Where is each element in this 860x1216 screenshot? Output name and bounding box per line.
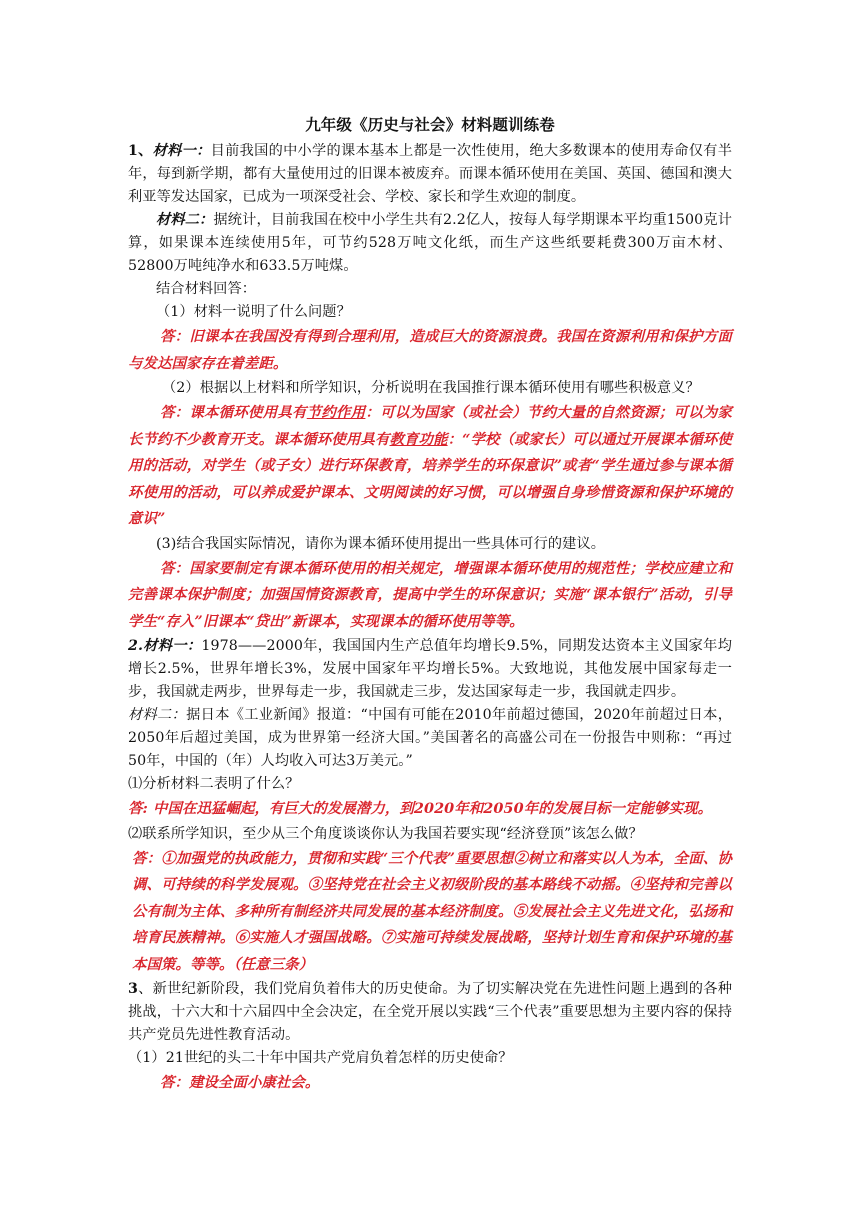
q1-answer-2 xyxy=(128,400,732,533)
q2-sub-question-2: ⑵联系所学知识，至少从三个角度谈谈你认为我国若要实现“经济登顶”该怎么做？ xyxy=(128,825,643,842)
q2-m1-label: 材料一： xyxy=(143,638,202,654)
q1-number: 1、 xyxy=(128,143,153,159)
q1-intro: 结合材料回答： xyxy=(156,281,257,297)
q1-sub-question-2: （2）根据以上材料和所学知识，分析说明在我国推行课本循环使用有哪些积极意义？ xyxy=(162,380,700,396)
q2-sub-question-1: ⑴分析材料二表明了什么？ xyxy=(128,776,300,792)
q3-number: 3 xyxy=(128,981,138,997)
q1-answer-3: 答：国家要制定有课本循环使用的相关规定，增强课本循环使用的规范性；学校应建立和完善课本保护制度；加强国情资源教育，提高中学生的环保意识；实施“课本银行”活动，引导学生“存入”旧课本“贷出”新课本，实现课本的循环使用等等。 xyxy=(128,559,732,630)
q2-m1-text: 1978——2000年，我国国内生产总值年均增长9.5%，同期发达资本主义国家年均增长2.5%，世界年增长3%，发展中国家年平均增长5%。大致地说，其他发展中国家每走一步，我国就走两步，世界每走一步，我国就走三步，发达国家每走一步，我国就走四步。 xyxy=(128,638,733,700)
q3-sub-question-1: （1）21世纪的头二十年中国共产党肩负着怎样的历史使命？ xyxy=(128,1050,513,1066)
q2-material-2 xyxy=(128,704,732,773)
q1-m2-label: 材料二： xyxy=(156,212,214,228)
q1-answer-1: 答：旧课本在我国没有得到合理利用，造成巨大的资源浪费。我国在资源利用和保护方面与发达国家存在着差距。 xyxy=(128,328,732,372)
q2-answer-1: 答: 中国在迅猛崛起，有巨大的发展潜力，到2020年和2050年的发展目标一定能够实现。 xyxy=(128,800,713,817)
document-page xyxy=(128,112,732,1097)
q2-material-1 xyxy=(128,635,732,704)
q1-ans2-part-b: ：可以为国家（或社会）节约大量的自然资源；可以为家长节约不少教育开支。课本循环使用具有 xyxy=(128,404,732,448)
q1-sub-question-1: （1）材料一说明了什么问题？ xyxy=(156,304,351,320)
q2-number: 2. xyxy=(128,638,144,654)
q3-stem xyxy=(128,978,732,1047)
q2-answer-2: 答：①加强党的执政能力，贯彻和实践“三个代表”重要思想②树立和落实以人为本，全面、协调、可持续的科学发展观。③坚持党在社会主义初级阶段的基本路线不动摇。④坚持和完善以公有制为主体、多种所有制经济共同发展的基本经济制度。⑤发展社会主义先进文化，弘扬和培育民族精神。⑥实施人才强国战略。⑦实施可持续发展战略，坚持计划生育和保护环境的基本国策。等等。（任意三条） xyxy=(132,849,732,973)
q1-material-2 xyxy=(128,209,732,278)
q1-m1-text: 目前我国的中小学的课本基本上都是一次性使用，绝大多数课本的使用寿命仅有半年，每到新学期，都有大量使用过的旧课本被废弃。而课本循环使用在美国、英国、德国和澳大利亚等发达国家，已成为一项深受社会、学校、家长和学生欢迎的制度。 xyxy=(128,143,732,205)
q1-m1-label: 材料一： xyxy=(152,143,211,159)
q3-text: 、新世纪新阶段，我们党肩负着伟大的历史使命。为了切实解决党在先进性问题上遇到的各种挑战，十六大和十六届四中全会决定，在全党开展以实践“三个代表”重要思想为主要内容的保持共产党员先进性教育活动。 xyxy=(128,981,732,1043)
q1-ans2-part-a: 答：课本循环使用具有 xyxy=(160,404,307,421)
q1-m2-text: 据统计，目前我国在校中小学生共有2.2亿人，按每人每学期课本平均重1500克计算，如果课本连续使用5年，可节约528万吨文化纸，而生产这些纸要耗费300万亩木材、52800万吨纯净水和633.5万吨煤。 xyxy=(128,212,732,274)
q2-m2-text: 据日本《工业新闻》报道：“中国有可能在2010年前超过德国，2020年前超过日本，2050年后超过美国，成为世界第一经济大国。”美国著名的高盛公司在一份报告中则称：“再过50年，中国的（年）人均收入可达3万美元。” xyxy=(128,707,732,769)
q3-answer-1: 答：建设全面小康社会。 xyxy=(160,1074,320,1091)
q1-material-1 xyxy=(128,140,732,209)
q2-m2-label: 材料二： xyxy=(128,707,187,723)
q1-sub-question-3: (3)结合我国实际情况，请你为课本循环使用提出一些具体可行的建议。 xyxy=(156,535,606,552)
q1-ans2-underline-2: 教育功能 xyxy=(389,430,448,448)
q1-ans2-underline-1: 节约作用 xyxy=(306,404,366,421)
page-title: 九年级《历史与社会》材料题训练卷 xyxy=(305,115,555,134)
q1-ans2-part-c: ：“学校（或家长）可以通过开展课本循环使用的活动，对学生（或子女）进行环保教育，培养学生的环保意识”或者“学生通过参与课本循环使用的活动，可以养成爱护课本、文明阅读的好习惯，可以增强自身珍惜资源和保护环境的意识” xyxy=(128,430,732,527)
